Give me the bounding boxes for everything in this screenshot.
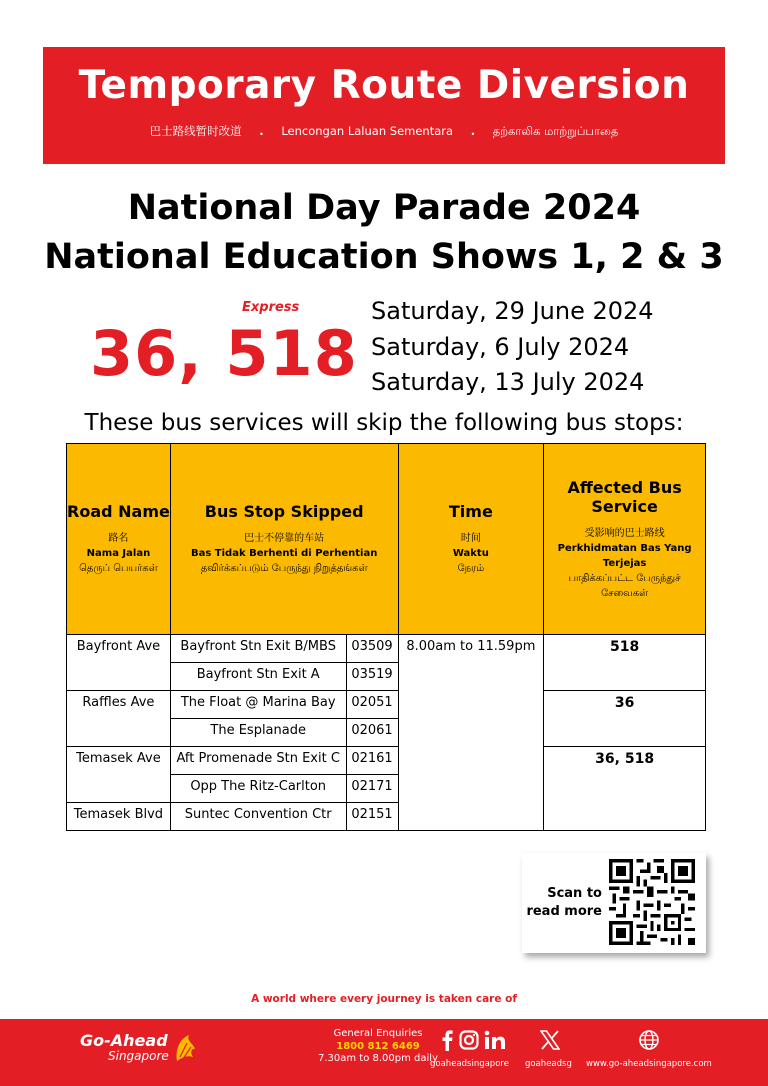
- x-twitter-icon[interactable]: [540, 1029, 560, 1051]
- header-bus-stop-skipped: Bus Stop Skipped 巴士不停靠的车站 Bas Tidak Berhenti di Perhentian தவிர்க்கப்படும் பேருந்து நிறுத்தங்கள்: [170, 444, 398, 635]
- enquiries-hours: 7.30am to 8.00pm daily: [317, 1053, 438, 1064]
- table-header-row: [67, 444, 706, 635]
- table-row: [67, 635, 706, 663]
- time-cell: 8.00am to 11.59pm: [398, 635, 544, 831]
- stop-code-cell: 02151: [346, 803, 398, 831]
- date-3: Saturday, 13 July 2024: [371, 368, 645, 396]
- affected-service-cell: 518: [544, 635, 706, 691]
- instagram-icon[interactable]: [459, 1029, 479, 1051]
- stop-name-cell: Bayfront Stn Exit A: [170, 663, 346, 691]
- subtitle-chinese: 巴士路线暂时改道: [149, 124, 242, 138]
- stop-code-cell: 02051: [346, 691, 398, 719]
- stop-name-cell: Opp The Ritz-Carlton: [170, 775, 346, 803]
- header-road-name: Road Name 路名 Nama Jalan தெருப் பெயர்கள்: [67, 444, 171, 635]
- stop-name-cell: The Esplanade: [170, 719, 346, 747]
- affected-service-cell: 36, 518: [544, 747, 706, 831]
- separator: .: [470, 124, 476, 138]
- header-time: Time 时间 Waktu நேரம்: [398, 444, 544, 635]
- enquiries-phone[interactable]: 1800 812 6469: [336, 1040, 420, 1052]
- scan-to-read-more: Scan to read more: [526, 886, 602, 919]
- skipped-stops-table: [66, 443, 706, 831]
- table-row: [67, 691, 706, 719]
- stop-code-cell: 02161: [346, 747, 398, 775]
- qr-card: [522, 853, 706, 953]
- event-title-line1: National Day Parade 2024: [127, 188, 641, 228]
- date-1: Saturday, 29 June 2024: [371, 297, 654, 325]
- social-handle-primary[interactable]: goaheadsingapore: [430, 1059, 509, 1069]
- stop-name-cell: Bayfront Stn Exit B/MBS: [170, 635, 346, 663]
- stop-code-cell: 03509: [346, 635, 398, 663]
- road-name-cell: Temasek Blvd: [67, 803, 171, 831]
- qr-code-icon[interactable]: [609, 859, 695, 945]
- stop-name-cell: The Float @ Marina Bay: [170, 691, 346, 719]
- stop-code-cell: 02061: [346, 719, 398, 747]
- separator: .: [259, 124, 264, 138]
- enquiries-label: General Enquiries: [333, 1028, 423, 1039]
- lion-head-icon: [173, 1033, 197, 1063]
- subtitle-tamil: தற்காலிக மாற்றுப்பாதை: [492, 124, 619, 138]
- event-title-line2: National Education Shows 1, 2 & 3: [44, 237, 724, 277]
- go-ahead-logo: Go-Ahead: [80, 1031, 168, 1050]
- affected-service-cell: 36: [544, 691, 706, 747]
- footer: [0, 1019, 768, 1086]
- facebook-icon[interactable]: [440, 1029, 454, 1051]
- express-label: Express: [242, 300, 300, 315]
- stop-name-cell: Suntec Convention Ctr: [170, 803, 346, 831]
- road-name-cell: Bayfront Ave: [67, 635, 171, 691]
- go-ahead-logo-sub: Singapore: [108, 1049, 169, 1063]
- table-row: [67, 747, 706, 775]
- affected-services: 36, 518: [90, 317, 358, 390]
- website-link[interactable]: www.go-aheadsingapore.com: [586, 1059, 712, 1069]
- intro-text: These bus services will skip the following bus stops:: [84, 410, 684, 436]
- banner-title: Temporary Route Diversion: [78, 63, 690, 108]
- road-name-cell: Raffles Ave: [67, 691, 171, 747]
- banner-subtitles: [43, 123, 725, 140]
- linkedin-icon[interactable]: [484, 1029, 506, 1051]
- social-handle-x[interactable]: goaheadsg: [525, 1059, 572, 1069]
- globe-icon[interactable]: [638, 1029, 660, 1051]
- tagline: A world where every journey is taken care of: [251, 993, 517, 1005]
- subtitle-malay: Lencongan Laluan Sementara: [281, 124, 454, 138]
- header-affected-service: Affected Bus Service 受影响的巴士路线 Perkhidmatan Bas Yang Terjejas பாதிக்கப்பட்ட பேருந்துச் சேவைகள்: [544, 444, 706, 635]
- stop-code-cell: 02171: [346, 775, 398, 803]
- title-banner: [43, 47, 725, 164]
- road-name-cell: Temasek Ave: [67, 747, 171, 803]
- stop-name-cell: Aft Promenade Stn Exit C: [170, 747, 346, 775]
- stop-code-cell: 03519: [346, 663, 398, 691]
- date-2: Saturday, 6 July 2024: [371, 333, 630, 361]
